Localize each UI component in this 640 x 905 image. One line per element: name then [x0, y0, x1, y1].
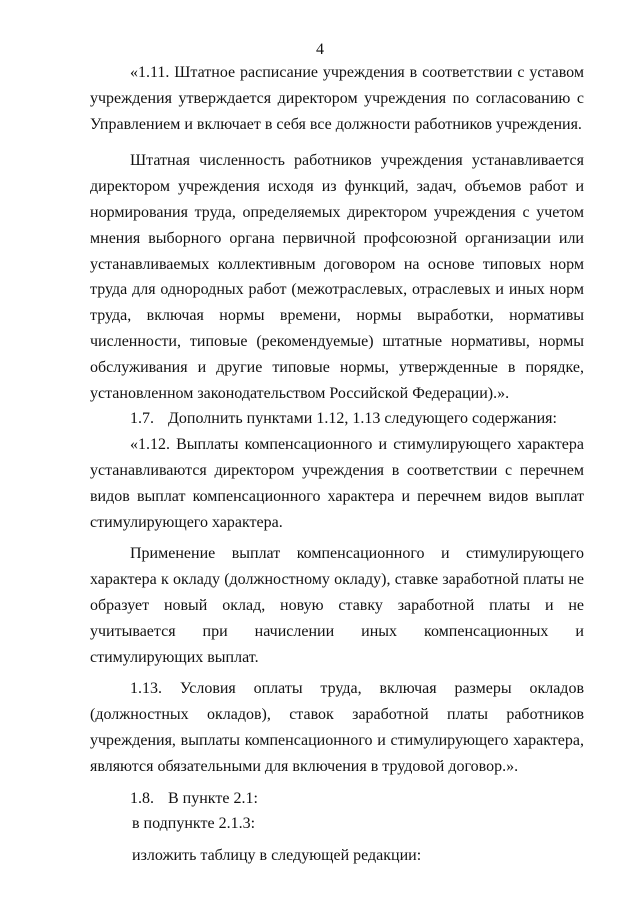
paragraph-1-8: [90, 786, 584, 812]
item-text-1-7: Дополнить пунктами 1.12, 1.13 следующего содержания:: [168, 410, 557, 428]
document-body: [90, 60, 584, 869]
paragraph-1-13: 1.13. Условия оплаты труда, включая размеры окладов (должностных окладов), ставок заработной платы работников учреждения, выплаты компенсационного и стимулирующего характера, являются обязательными для включения в трудовой договор.».: [90, 680, 584, 775]
paragraph-1-11: «1.11. Штатное расписание учреждения в соответствии с уставом учреждения утверждается директором учреждения по согласованию с Управлением и включает в себя все должности работников учреждения.: [90, 64, 584, 133]
page-number: 4: [316, 41, 324, 58]
paragraph-subitem-2-1-3: в подпункте 2.1.3:: [132, 815, 256, 833]
paragraph-1-7: [90, 406, 584, 432]
item-number-1-8: 1.8.: [130, 789, 154, 807]
item-number-1-7: 1.7.: [130, 410, 154, 428]
paragraph-staff-numbers: Штатная численность работников учреждения устанавливается директором учреждения исходя из функций, задач, объемов работ и нормирования труда, определяемых директором учреждения с учетом мнения выборного органа первичной профсоюзной организации или устанавливаемых коллективным договором на основе типовых норм труда для однородных работ (межотраслевых, отраслевых и иных норм труда, включая нормы времени, нормы выработки, нормативы численности, типовые (рекомендуемые) штатные нормативы, нормы обслуживания и другие типовые нормы, утвержденные в порядке, установленном законодательством Российской Федерации).».: [90, 152, 584, 402]
paragraph-1-12: «1.12. Выплаты компенсационного и стимулирующего характера устанавливаются директором учреждения в соответствии с перечнем видов выплат компенсационного характера и перечнем видов выплат стимулирующего характера.: [90, 436, 584, 531]
paragraph-table-instruction: изложить таблицу в следующей редакции:: [132, 847, 422, 865]
item-text-1-8: В пункте 2.1:: [168, 789, 258, 807]
paragraph-application: Применение выплат компенсационного и стимулирующего характера к окладу (должностному окладу), ставке заработной платы не образует новый оклад, новую ставку заработной платы и не учитывается при начислении иных компенсационных и стимулирующих выплат.: [90, 545, 584, 666]
